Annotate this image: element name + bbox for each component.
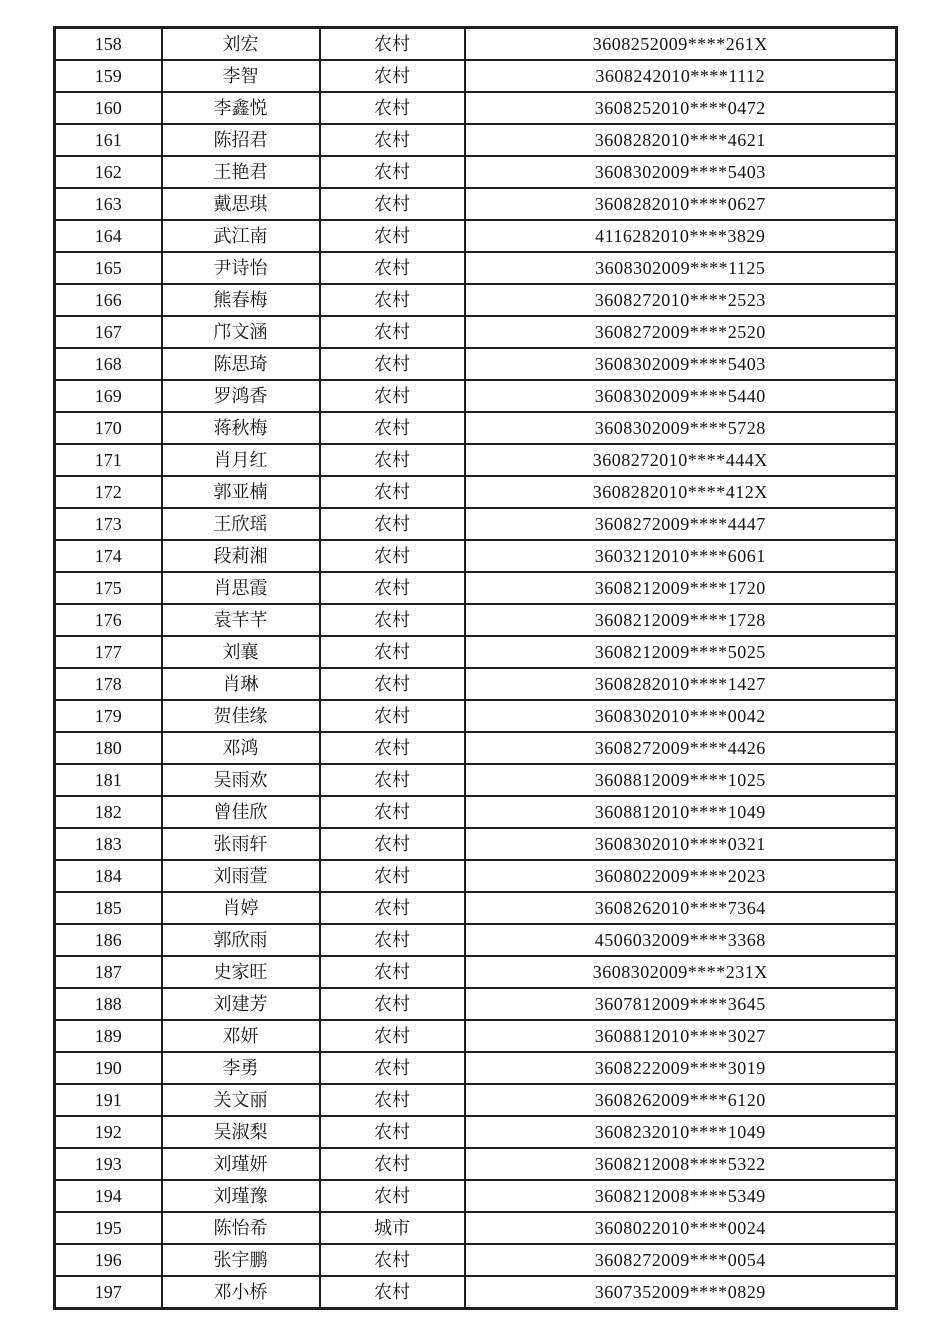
- id-number-cell: 3608302009****5728: [465, 412, 897, 444]
- table-row: [55, 60, 897, 92]
- id-number-cell: 3603212010****6061: [465, 540, 897, 572]
- region-cell: 农村: [320, 508, 465, 540]
- id-number-cell: 3608282010****412X: [465, 476, 897, 508]
- region-cell: 农村: [320, 28, 465, 61]
- student-name-cell: 肖月红: [162, 444, 320, 476]
- region-cell: 农村: [320, 252, 465, 284]
- student-name-cell: 刘瑾妍: [162, 1148, 320, 1180]
- id-number-cell: 3608022010****0024: [465, 1212, 897, 1244]
- id-number-cell: 3608232010****1049: [465, 1116, 897, 1148]
- student-name-cell: 邓鸿: [162, 732, 320, 764]
- region-cell: 农村: [320, 156, 465, 188]
- region-cell: 农村: [320, 1116, 465, 1148]
- region-cell: 农村: [320, 380, 465, 412]
- region-cell: 农村: [320, 860, 465, 892]
- region-cell: 农村: [320, 732, 465, 764]
- student-name-cell: 尹诗怡: [162, 252, 320, 284]
- row-number-cell: 165: [55, 252, 162, 284]
- row-number-cell: 162: [55, 156, 162, 188]
- row-number-cell: 173: [55, 508, 162, 540]
- table-row: [55, 1244, 897, 1276]
- row-number-cell: 171: [55, 444, 162, 476]
- table-row: [55, 1116, 897, 1148]
- row-number-cell: 190: [55, 1052, 162, 1084]
- student-name-cell: 邓妍: [162, 1020, 320, 1052]
- row-number-cell: 170: [55, 412, 162, 444]
- id-number-cell: 3608282010****0627: [465, 188, 897, 220]
- region-cell: 农村: [320, 348, 465, 380]
- row-number-cell: 169: [55, 380, 162, 412]
- id-number-cell: 3608272009****0054: [465, 1244, 897, 1276]
- table-row: [55, 828, 897, 860]
- table-row: [55, 252, 897, 284]
- region-cell: 农村: [320, 572, 465, 604]
- region-cell: 农村: [320, 764, 465, 796]
- row-number-cell: 195: [55, 1212, 162, 1244]
- student-name-cell: 刘宏: [162, 28, 320, 61]
- student-name-cell: 陈思琦: [162, 348, 320, 380]
- id-number-cell: 3608302010****0042: [465, 700, 897, 732]
- region-cell: 农村: [320, 924, 465, 956]
- id-number-cell: 4506032009****3368: [465, 924, 897, 956]
- row-number-cell: 184: [55, 860, 162, 892]
- row-number-cell: 197: [55, 1276, 162, 1309]
- student-name-cell: 刘瑾豫: [162, 1180, 320, 1212]
- row-number-cell: 179: [55, 700, 162, 732]
- table-row: [55, 636, 897, 668]
- id-number-cell: 3608302009****231X: [465, 956, 897, 988]
- student-name-cell: 邝文涵: [162, 316, 320, 348]
- row-number-cell: 187: [55, 956, 162, 988]
- row-number-cell: 174: [55, 540, 162, 572]
- region-cell: 农村: [320, 92, 465, 124]
- student-name-cell: 陈招君: [162, 124, 320, 156]
- row-number-cell: 186: [55, 924, 162, 956]
- region-cell: 农村: [320, 1052, 465, 1084]
- region-cell: 农村: [320, 796, 465, 828]
- table-row: [55, 1052, 897, 1084]
- table-row: [55, 732, 897, 764]
- region-cell: 农村: [320, 476, 465, 508]
- table-row: [55, 988, 897, 1020]
- region-cell: 农村: [320, 220, 465, 252]
- table-row: [55, 220, 897, 252]
- student-name-cell: 肖思霞: [162, 572, 320, 604]
- id-number-cell: 3608812010****3027: [465, 1020, 897, 1052]
- id-number-cell: 3608262010****7364: [465, 892, 897, 924]
- id-number-cell: 3608272010****2523: [465, 284, 897, 316]
- student-name-cell: 李智: [162, 60, 320, 92]
- table-row: [55, 892, 897, 924]
- row-number-cell: 167: [55, 316, 162, 348]
- table-row: [55, 668, 897, 700]
- region-cell: 农村: [320, 1020, 465, 1052]
- student-name-cell: 刘建芳: [162, 988, 320, 1020]
- id-number-cell: 3608212008****5349: [465, 1180, 897, 1212]
- row-number-cell: 176: [55, 604, 162, 636]
- student-name-cell: 熊春梅: [162, 284, 320, 316]
- table-row: [55, 348, 897, 380]
- region-cell: 农村: [320, 124, 465, 156]
- row-number-cell: 175: [55, 572, 162, 604]
- student-name-cell: 刘襄: [162, 636, 320, 668]
- table-row: [55, 412, 897, 444]
- student-name-cell: 张宇鹏: [162, 1244, 320, 1276]
- region-cell: 农村: [320, 1276, 465, 1309]
- row-number-cell: 189: [55, 1020, 162, 1052]
- student-name-cell: 肖婷: [162, 892, 320, 924]
- student-name-cell: 李勇: [162, 1052, 320, 1084]
- table-row: [55, 508, 897, 540]
- id-number-cell: 3608272009****4447: [465, 508, 897, 540]
- student-name-cell: 贺佳缘: [162, 700, 320, 732]
- row-number-cell: 161: [55, 124, 162, 156]
- table-row: [55, 476, 897, 508]
- region-cell: 农村: [320, 60, 465, 92]
- table-row: [55, 604, 897, 636]
- table-row: [55, 380, 897, 412]
- table-row: [55, 28, 897, 61]
- row-number-cell: 196: [55, 1244, 162, 1276]
- id-number-cell: 3608302009****5403: [465, 348, 897, 380]
- row-number-cell: 182: [55, 796, 162, 828]
- id-number-cell: 3608252010****0472: [465, 92, 897, 124]
- id-number-cell: 3608282010****4621: [465, 124, 897, 156]
- table-row: [55, 444, 897, 476]
- region-cell: 农村: [320, 540, 465, 572]
- region-cell: 农村: [320, 444, 465, 476]
- table-row: [55, 764, 897, 796]
- id-number-cell: 3608212008****5322: [465, 1148, 897, 1180]
- table-row: [55, 700, 897, 732]
- student-name-cell: 曾佳欣: [162, 796, 320, 828]
- student-name-cell: 张雨轩: [162, 828, 320, 860]
- table-row: [55, 796, 897, 828]
- table-row: [55, 1084, 897, 1116]
- row-number-cell: 178: [55, 668, 162, 700]
- id-number-cell: 3608272009****2520: [465, 316, 897, 348]
- region-cell: 农村: [320, 636, 465, 668]
- student-name-cell: 郭欣雨: [162, 924, 320, 956]
- row-number-cell: 164: [55, 220, 162, 252]
- region-cell: 农村: [320, 988, 465, 1020]
- id-number-cell: 3608212009****1728: [465, 604, 897, 636]
- id-number-cell: 3608282010****1427: [465, 668, 897, 700]
- row-number-cell: 183: [55, 828, 162, 860]
- table-row: [55, 860, 897, 892]
- student-name-cell: 吴淑梨: [162, 1116, 320, 1148]
- row-number-cell: 192: [55, 1116, 162, 1148]
- region-cell: 农村: [320, 956, 465, 988]
- student-name-cell: 戴思琪: [162, 188, 320, 220]
- table-row: [55, 1148, 897, 1180]
- id-number-cell: 3608222009****3019: [465, 1052, 897, 1084]
- row-number-cell: 193: [55, 1148, 162, 1180]
- table-row: [55, 1276, 897, 1309]
- table-row: [55, 124, 897, 156]
- table-row: [55, 924, 897, 956]
- region-cell: 农村: [320, 1084, 465, 1116]
- id-number-cell: 3607812009****3645: [465, 988, 897, 1020]
- student-name-cell: 郭亚楠: [162, 476, 320, 508]
- region-cell: 农村: [320, 604, 465, 636]
- id-number-cell: 3608302009****5440: [465, 380, 897, 412]
- table-row: [55, 1180, 897, 1212]
- student-name-cell: 段莉湘: [162, 540, 320, 572]
- region-cell: 农村: [320, 828, 465, 860]
- student-name-cell: 陈怡希: [162, 1212, 320, 1244]
- table-row: [55, 956, 897, 988]
- id-number-cell: 3608812009****1025: [465, 764, 897, 796]
- table-row: [55, 92, 897, 124]
- row-number-cell: 185: [55, 892, 162, 924]
- student-name-cell: 邓小桥: [162, 1276, 320, 1309]
- student-name-cell: 武江南: [162, 220, 320, 252]
- student-roster-table: [53, 26, 898, 1310]
- table-row: [55, 1020, 897, 1052]
- row-number-cell: 166: [55, 284, 162, 316]
- row-number-cell: 159: [55, 60, 162, 92]
- student-name-cell: 袁芊芊: [162, 604, 320, 636]
- id-number-cell: 4116282010****3829: [465, 220, 897, 252]
- id-number-cell: 3608302009****5403: [465, 156, 897, 188]
- id-number-cell: 3608262009****6120: [465, 1084, 897, 1116]
- row-number-cell: 194: [55, 1180, 162, 1212]
- region-cell: 城市: [320, 1212, 465, 1244]
- row-number-cell: 191: [55, 1084, 162, 1116]
- id-number-cell: 3608302009****1125: [465, 252, 897, 284]
- region-cell: 农村: [320, 668, 465, 700]
- region-cell: 农村: [320, 1180, 465, 1212]
- row-number-cell: 181: [55, 764, 162, 796]
- region-cell: 农村: [320, 1148, 465, 1180]
- row-number-cell: 158: [55, 28, 162, 61]
- row-number-cell: 188: [55, 988, 162, 1020]
- table-row: [55, 188, 897, 220]
- row-number-cell: 177: [55, 636, 162, 668]
- id-number-cell: 3608252009****261X: [465, 28, 897, 61]
- id-number-cell: 3607352009****0829: [465, 1276, 897, 1309]
- region-cell: 农村: [320, 700, 465, 732]
- region-cell: 农村: [320, 1244, 465, 1276]
- region-cell: 农村: [320, 412, 465, 444]
- student-name-cell: 罗鸿香: [162, 380, 320, 412]
- id-number-cell: 3608272010****444X: [465, 444, 897, 476]
- table-row: [55, 156, 897, 188]
- row-number-cell: 172: [55, 476, 162, 508]
- id-number-cell: 3608022009****2023: [465, 860, 897, 892]
- student-name-cell: 李鑫悦: [162, 92, 320, 124]
- student-name-cell: 吴雨欢: [162, 764, 320, 796]
- table-row: [55, 572, 897, 604]
- student-name-cell: 肖琳: [162, 668, 320, 700]
- row-number-cell: 168: [55, 348, 162, 380]
- table-row: [55, 540, 897, 572]
- region-cell: 农村: [320, 316, 465, 348]
- row-number-cell: 180: [55, 732, 162, 764]
- row-number-cell: 160: [55, 92, 162, 124]
- student-name-cell: 王艳君: [162, 156, 320, 188]
- id-number-cell: 3608212009****5025: [465, 636, 897, 668]
- id-number-cell: 3608212009****1720: [465, 572, 897, 604]
- student-name-cell: 史家旺: [162, 956, 320, 988]
- student-name-cell: 刘雨萱: [162, 860, 320, 892]
- student-name-cell: 蒋秋梅: [162, 412, 320, 444]
- id-number-cell: 3608812010****1049: [465, 796, 897, 828]
- region-cell: 农村: [320, 284, 465, 316]
- student-name-cell: 王欣瑶: [162, 508, 320, 540]
- id-number-cell: 3608302010****0321: [465, 828, 897, 860]
- table-body: [55, 28, 897, 1309]
- row-number-cell: 163: [55, 188, 162, 220]
- student-name-cell: 关文丽: [162, 1084, 320, 1116]
- region-cell: 农村: [320, 892, 465, 924]
- table-row: [55, 284, 897, 316]
- id-number-cell: 3608242010****1112: [465, 60, 897, 92]
- table-row: [55, 316, 897, 348]
- id-number-cell: 3608272009****4426: [465, 732, 897, 764]
- region-cell: 农村: [320, 188, 465, 220]
- table-row: [55, 1212, 897, 1244]
